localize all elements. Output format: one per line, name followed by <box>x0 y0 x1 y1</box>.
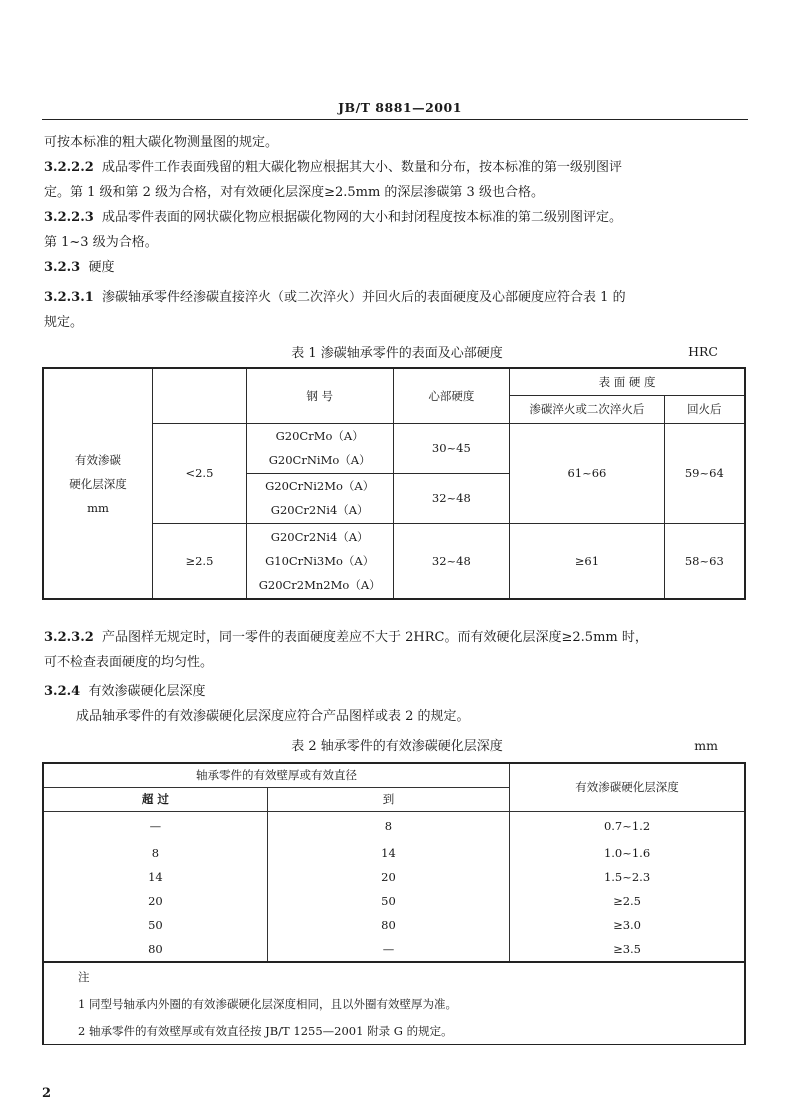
steel-cell: G20CrMo（A） G20CrNiMo（A） <box>246 423 393 473</box>
depth-value: ≥3.0 <box>510 913 745 937</box>
document-header-code: JB/T 8881—2001 <box>338 100 462 115</box>
to-value: 50 <box>267 889 509 913</box>
over-value: 80 <box>43 937 267 962</box>
table1-caption: 表 1 渗碳轴承零件的表面及心部硬度 <box>291 346 503 361</box>
surface-temper: 58~63 <box>664 523 745 599</box>
header-over: 超 过 <box>43 787 267 811</box>
paragraph-line: 3.2.2.2 成品零件工作表面残留的粗大碳化物应根据其大小、数量和分布，按本标准的第一级别图评 <box>44 160 623 175</box>
paragraph-line: 成品轴承零件的有效渗碳硬化层深度应符合产品图样或表 2 的规定。 <box>76 709 470 724</box>
header-steel: 钢 号 <box>246 368 393 423</box>
paragraph-line: 3.2.3.1 渗碳轴承零件经渗碳直接淬火（或二次淬火）并回火后的表面硬度及心部硬度应符合表 1 的 <box>44 290 626 305</box>
to-value: 20 <box>267 865 509 889</box>
depth-value: ≥3.5 <box>510 937 745 962</box>
surface-quench: ≥61 <box>510 523 664 599</box>
steel-cell: G20Cr2Ni4（A） G10CrNi3Mo（A） G20Cr2Mn2Mo（A） <box>246 523 393 599</box>
over-value: 14 <box>43 865 267 889</box>
clause-number: 3.2.4 <box>44 684 81 699</box>
header-blank <box>153 368 247 423</box>
core-hardness: 32~48 <box>393 473 510 523</box>
depth-value: ≥2.5 <box>153 523 247 599</box>
to-value: 14 <box>267 841 509 865</box>
over-value: 20 <box>43 889 267 913</box>
depth-value: 1.5~2.3 <box>510 865 745 889</box>
clause-number: 3.2.2.2 <box>44 160 94 175</box>
header-to: 到 <box>267 787 509 811</box>
header-rule <box>42 119 748 120</box>
paragraph-line: 第 1~3 级为合格。 <box>44 235 158 250</box>
to-value: 8 <box>267 811 509 841</box>
depth-value: 1.0~1.6 <box>510 841 745 865</box>
to-value: — <box>267 937 509 962</box>
over-value: 50 <box>43 913 267 937</box>
core-hardness: 30~45 <box>393 423 510 473</box>
to-value: 80 <box>267 913 509 937</box>
header-core: 心部硬度 <box>393 368 510 423</box>
surface-temper: 59~64 <box>664 423 745 523</box>
paragraph-line: 可按本标准的粗大碳化物测量图的规定。 <box>44 135 279 150</box>
header-temper: 回火后 <box>664 395 745 423</box>
table2 <box>42 762 746 1045</box>
header-quench: 渗碳淬火或二次淬火后 <box>510 395 664 423</box>
paragraph-line: 3.2.2.3 成品零件表面的网状碳化物应根据碳化物网的大小和封闭程度按本标准的第二级别图评定。 <box>44 210 623 225</box>
depth-value: <2.5 <box>153 423 247 523</box>
clause-number: 3.2.3.2 <box>44 630 94 645</box>
note-item: 2 轴承零件的有效壁厚或有效直径按 JB/T 1255—2001 附录 G 的规定。 <box>43 1017 745 1045</box>
steel-cell: G20CrNi2Mo（A） G20Cr2Ni4（A） <box>246 473 393 523</box>
paragraph-line: 3.2.3.2 产品图样无规定时，同一零件的表面硬度差应不大于 2HRC。而有效硬化层深度≥2.5mm 时， <box>44 630 648 645</box>
surface-quench: 61~66 <box>510 423 664 523</box>
header-depth: 有效渗碳硬化层深度 <box>510 763 745 811</box>
paragraph-line: 定。第 1 级和第 2 级为合格，对有效硬化层深度≥2.5mm 的深层渗碳第 3 级也合格。 <box>44 185 544 200</box>
header-group: 轴承零件的有效壁厚或有效直径 <box>43 763 510 787</box>
over-value: — <box>43 811 267 841</box>
section-heading: 3.2.3 硬度 <box>44 260 115 275</box>
note-item: 1 同型号轴承内外圈的有效渗碳硬化层深度相同，且以外圈有效壁厚为准。 <box>43 990 745 1017</box>
over-value: 8 <box>43 841 267 865</box>
core-hardness: 32~48 <box>393 523 510 599</box>
depth-value: ≥2.5 <box>510 889 745 913</box>
page-number: 2 <box>42 1086 52 1101</box>
paragraph-line: 规定。 <box>44 315 84 330</box>
header-surface: 表 面 硬 度 <box>510 368 745 395</box>
depth-value: 0.7~1.2 <box>510 811 745 841</box>
table2-unit: mm <box>694 738 718 753</box>
paragraph-line: 可不检查表面硬度的均匀性。 <box>44 655 214 670</box>
table1 <box>42 367 746 600</box>
note-title: 注 <box>43 962 745 990</box>
table2-caption: 表 2 轴承零件的有效渗碳硬化层深度 <box>291 739 503 754</box>
clause-number: 3.2.3 <box>44 260 81 275</box>
clause-number: 3.2.2.3 <box>44 210 94 225</box>
section-heading: 3.2.4 有效渗碳硬化层深度 <box>44 684 206 699</box>
table1-unit: HRC <box>688 344 718 359</box>
clause-number: 3.2.3.1 <box>44 290 94 305</box>
depth-label-cell: 有效渗碳 硬化层深度 mm <box>43 368 153 599</box>
